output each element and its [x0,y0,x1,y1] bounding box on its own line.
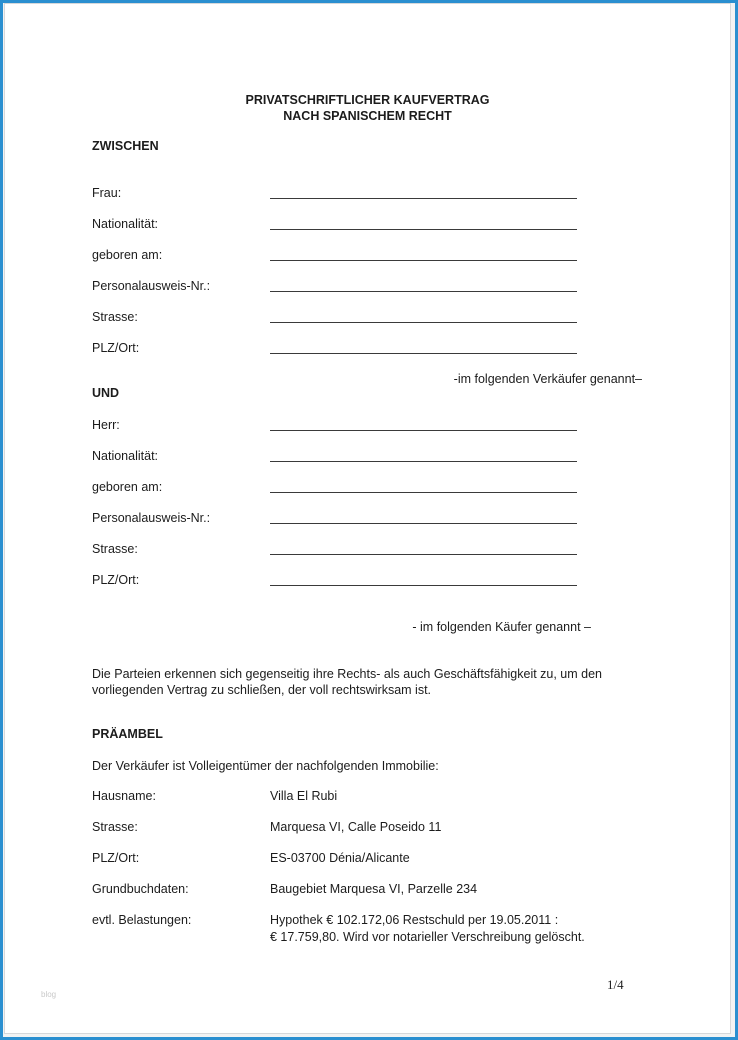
seller-field-label: PLZ/Ort: [92,341,140,355]
seller-field-label: Frau: [92,186,122,200]
seller-note: -im folgenden Verkäufer genannt– [453,372,642,386]
property-label: Grundbuchdaten: [92,882,189,896]
seller-field-line [270,322,577,323]
property-label: evtl. Belastungen: [92,913,192,927]
buyer-field-label: PLZ/Ort: [92,573,140,587]
property-label: Hausname: [92,789,156,803]
buyer-field-line [270,492,577,493]
property-value: Baugebiet Marquesa VI, Parzelle 234 [270,882,478,896]
buyer-field-label: Herr: [92,418,120,432]
encumbrance-line2: € 17.759,80. Wird vor notarieller Verschreibung gelöscht. [270,930,585,944]
buyer-field-line [270,523,577,524]
seller-field-label: Personalausweis-Nr.: [92,279,211,293]
seller-field-line [270,260,577,261]
property-label: PLZ/Ort: [92,851,140,865]
section-heading-praeambel: PRÄAMBEL [92,727,163,741]
seller-field-label: Strasse: [92,310,138,324]
buyer-field-line [270,461,577,462]
buyer-note: - im folgenden Käufer genannt – [412,620,591,634]
section-heading-und: UND [92,386,120,400]
property-value: Hypothek € 102.172,06 Restschuld per 19.05.2011 : [270,913,559,927]
property-value: Villa El Rubi [270,789,338,803]
buyer-field-label: Nationalität: [92,449,159,463]
section-heading-zwischen: ZWISCHEN [92,139,159,153]
property-value: Marquesa VI, Calle Poseido 11 [270,820,442,834]
document-page [4,3,731,1034]
seller-field-line [270,353,577,354]
buyer-field-line [270,554,577,555]
buyer-field-line [270,585,577,586]
watermark: blog [41,990,57,999]
document-title-line1: PRIVATSCHRIFTLICHER KAUFVERTRAG [245,93,490,107]
property-label: Strasse: [92,820,138,834]
buyer-field-line [270,430,577,431]
parties-paragraph: Die Parteien erkennen sich gegenseitig ihre Rechts- als auch Geschäftsfähigkeit zu, um den vorliegenden Vertrag zu schließen, der voll rechtswirksam ist. [92,667,603,697]
page-number: 1/4 [607,977,624,992]
seller-field-line [270,229,577,230]
seller-field-label: geboren am: [92,248,163,262]
property-value: ES-03700 Dénia/Alicante [270,851,410,865]
document-title-line2: NACH SPANISCHEM RECHT [283,109,452,123]
seller-field-label: Nationalität: [92,217,159,231]
seller-field-line [270,291,577,292]
buyer-field-label: Personalausweis-Nr.: [92,511,211,525]
praeambel-intro: Der Verkäufer ist Volleigentümer der nachfolgenden Immobilie: [92,759,439,773]
buyer-field-label: Strasse: [92,542,138,556]
seller-field-line [270,198,577,199]
buyer-field-label: geboren am: [92,480,163,494]
